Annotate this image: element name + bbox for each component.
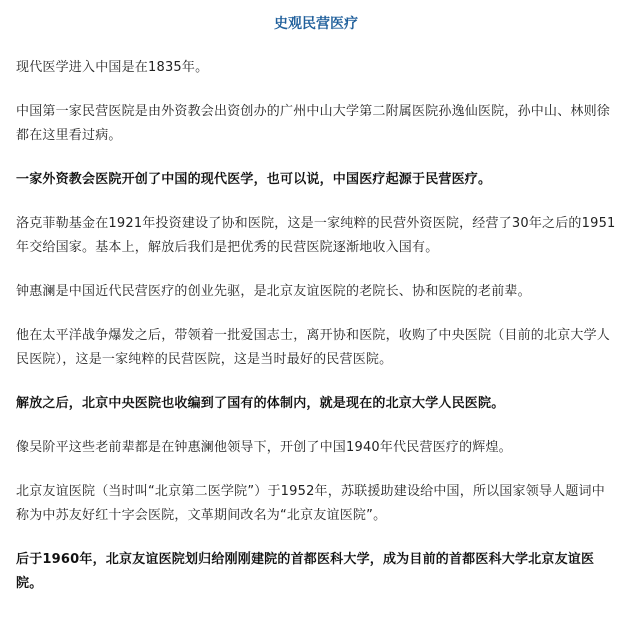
paragraph-6: 他在太平洋战争爆发之后，带领着一批爱国志士，离开协和医院，收购了中央医院（目前的北京大学人民医院），这是一家纯粹的民营医院，这是当时最好的民营医院。 [16,328,611,367]
paragraph-1: 现代医学进入中国是在1835年。 [16,60,209,75]
article [16,10,616,596]
paragraph-3-emphasis: 一家外资教会医院开创了中国的现代医学，也可以说，中国医疗起源于民营医疗。 [16,172,492,187]
paragraph-7-emphasis: 解放之后，北京中央医院也收编到了国有的体制内，就是现在的北京大学人民医院。 [16,396,505,411]
paragraph-9: 北京友谊医院（当时叫“北京第二医学院”）于1952年，苏联援助建设给中国，所以国家领导人题词中称为中苏友好红十字会医院，文革期间改名为“北京友谊医院”。 [16,484,605,523]
paragraph-10-emphasis: 后于1960年，北京友谊医院划归给刚刚建院的首都医科大学，成为目前的首都医科大学北京友谊医院。 [16,552,595,591]
paragraph-2: 中国第一家民营医院是由外资教会出资创办的广州中山大学第二附属医院孙逸仙医院，孙中山、林则徐都在这里看过病。 [16,104,611,143]
paragraph-4: 洛克菲勒基金在1921年投资建设了协和医院，这是一家纯粹的民营外资医院，经营了30年之后的1951年交给国家。基本上，解放后我们是把优秀的民营医院逐渐地收入国有。 [16,216,616,255]
paragraph-8: 像吴阶平这些老前辈都是在钟惠澜他领导下，开创了中国1940年代民营医疗的辉煌。 [16,440,512,455]
paragraph-5: 钟惠澜是中国近代民营医疗的创业先驱，是北京友谊医院的老院长、协和医院的老前辈。 [16,284,531,299]
article-title: 史观民营医疗 [274,16,358,32]
